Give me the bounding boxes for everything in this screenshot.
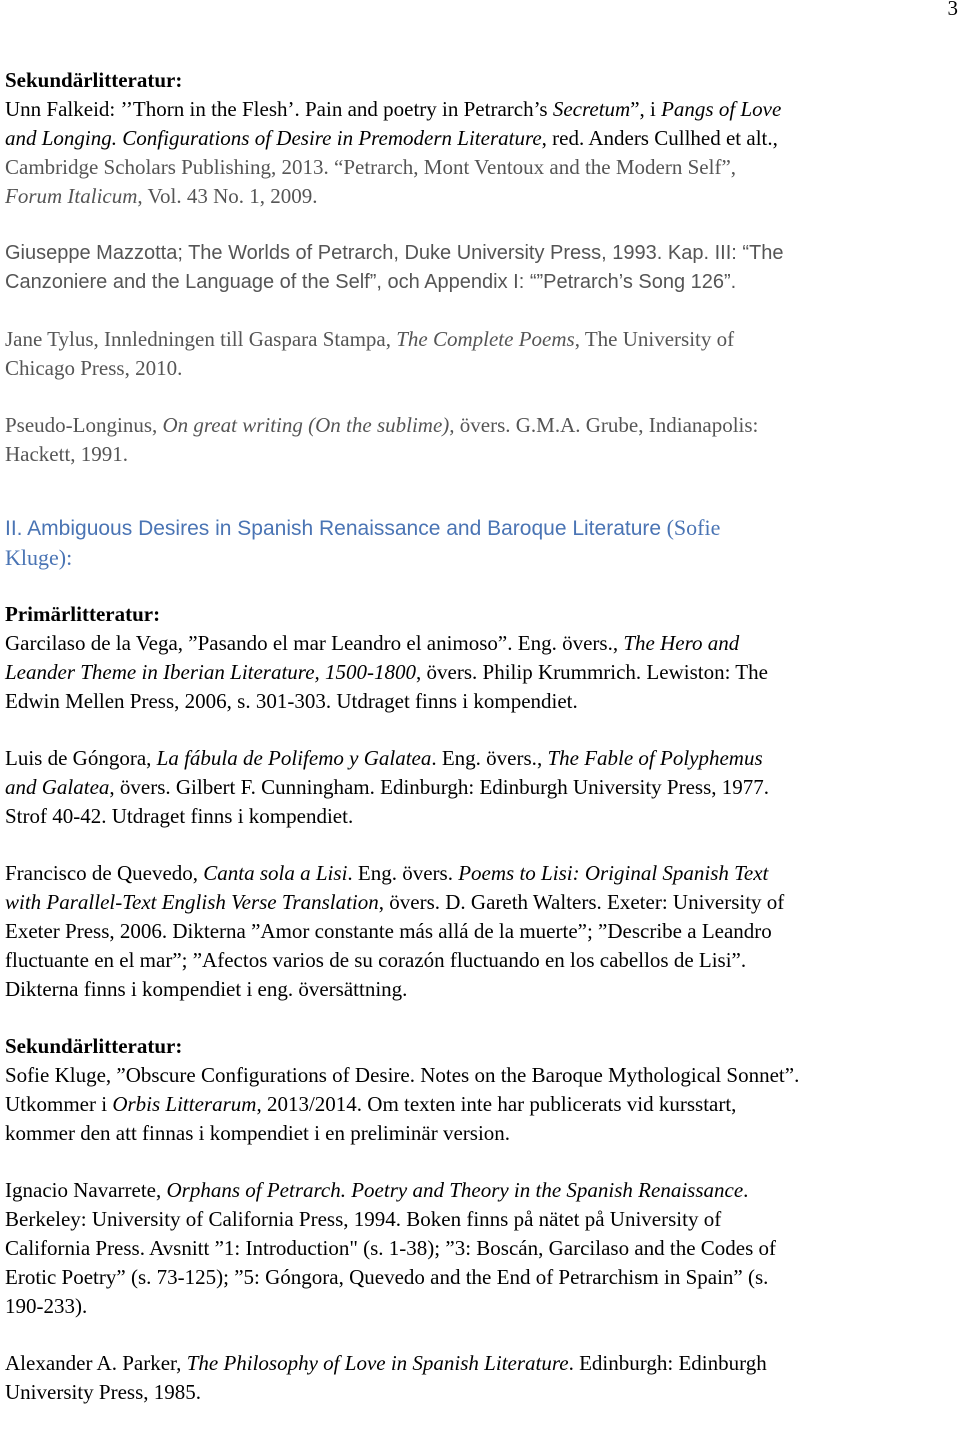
- reference-quevedo: [5, 859, 960, 1004]
- reference-line: Chicago Press, 2010.: [5, 356, 183, 380]
- reference-line: Berkeley: University of California Press, 1994. Boken finns på nätet på University of: [5, 1207, 722, 1231]
- section-title: [5, 513, 960, 572]
- page-number: 3: [947, 0, 958, 20]
- reference-line: kommer den att finnas i kompendiet i en preliminär version.: [5, 1121, 511, 1145]
- reference-line: Strof 40-42. Utdraget finns i kompendiet.: [5, 804, 354, 828]
- reference-line: Garcilaso de la Vega, ”Pasando el mar Leandro el animoso”. Eng. övers., The Hero and: [5, 631, 740, 655]
- primary-literature-heading: Primärlitteratur:: [5, 602, 161, 626]
- reference-line: University Press, 1985.: [5, 1380, 201, 1404]
- reference-line: Utkommer i Orbis Litterarum, 2013/2014. Om texten inte har publicerats vid kursstart,: [5, 1092, 737, 1116]
- reference-line: Hackett, 1991.: [5, 442, 129, 466]
- reference-line: and Longing. Configurations of Desire in Premodern Literature, red. Anders Cullhed et alt.,: [5, 126, 778, 150]
- reference-gongora: [5, 744, 960, 831]
- reference-line: Ignacio Navarrete, Orphans of Petrarch. Poetry and Theory in the Spanish Renaissance.: [5, 1178, 749, 1202]
- reference-line: Pseudo-Longinus, On great writing (On the sublime), övers. G.M.A. Grube, Indianapolis:: [5, 413, 759, 437]
- reference-line: Giuseppe Mazzotta; The Worlds of Petrarch, Duke University Press, 1993. Kap. III: “The: [5, 242, 784, 264]
- section-title-main: II. Ambiguous Desires in Spanish Renaissance and Baroque Literature: [5, 517, 662, 540]
- reference-line: Jane Tylus, Innledningen till Gaspara Stampa, The Complete Poems, The University of: [5, 327, 735, 351]
- reference-parker: [5, 1349, 960, 1407]
- reference-line: Edwin Mellen Press, 2006, s. 301-303. Utdraget finns i kompendiet.: [5, 689, 578, 713]
- reference-line: Alexander A. Parker, The Philosophy of Love in Spanish Literature. Edinburgh: Edinburgh: [5, 1351, 767, 1375]
- reference-line: Unn Falkeid: ’’Thorn in the Flesh’. Pain and poetry in Petrarch’s Secretum”, i Pangs of Love: [5, 97, 782, 121]
- reference-navarrete: [5, 1176, 960, 1321]
- reference-kluge: [5, 1061, 960, 1148]
- document-body: [5, 66, 960, 1407]
- reference-line: Cambridge Scholars Publishing, 2013. “Petrarch, Mont Ventoux and the Modern Self”,: [5, 155, 737, 179]
- reference-tylus: [5, 325, 960, 383]
- section-title-author: (Sofie: [661, 515, 721, 540]
- reference-mazzotta: [5, 239, 960, 297]
- reference-garcilaso: [5, 629, 960, 716]
- reference-line: with Parallel-Text English Verse Translation, övers. D. Gareth Walters. Exeter: University of: [5, 890, 785, 914]
- secondary-literature-heading: Sekundärlitteratur:: [5, 68, 183, 92]
- reference-line: 190-233).: [5, 1294, 88, 1318]
- secondary-literature-heading-2: Sekundärlitteratur:: [5, 1034, 183, 1058]
- reference-line: and Galatea, övers. Gilbert F. Cunningham. Edinburgh: Edinburgh University Press, 1977.: [5, 775, 769, 799]
- reference-line: Leander Theme in Iberian Literature, 1500-1800, övers. Philip Krummrich. Lewiston: The: [5, 660, 768, 684]
- reference-line: Forum Italicum, Vol. 43 No. 1, 2009.: [5, 184, 318, 208]
- reference-longinus: [5, 411, 960, 469]
- section-title-author-cont: Kluge):: [5, 545, 73, 570]
- reference-line: Luis de Góngora, La fábula de Polifemo y Galatea. Eng. övers., The Fable of Polyphemus: [5, 746, 763, 770]
- reference-line: Canzoniere and the Language of the Self”, och Appendix I: “”Petrarch’s Song 126”.: [5, 271, 737, 293]
- reference-line: Sofie Kluge, ”Obscure Configurations of Desire. Notes on the Baroque Mythological Sonnet”.: [5, 1063, 800, 1087]
- reference-line: Erotic Poetry” (s. 73-125); ”5: Góngora, Quevedo and the End of Petrarchism in Spain” (s.: [5, 1265, 769, 1289]
- reference-line: Exeter Press, 2006. Dikterna ”Amor constante más allá de la muerte”; ”Describe a Leandro: [5, 919, 772, 943]
- reference-line: fluctuante en el mar”; ”Afectos varios de su corazón fluctuando en los cabellos de Lisi”.: [5, 948, 747, 972]
- reference-line: Dikterna finns i kompendiet i eng. översättning.: [5, 977, 408, 1001]
- reference-falkeid: [5, 95, 960, 211]
- reference-line: California Press. Avsnitt ”1: Introduction" (s. 1-38); ”3: Boscán, Garcilaso and the Codes of: [5, 1236, 777, 1260]
- reference-line: Francisco de Quevedo, Canta sola a Lisi. Eng. övers. Poems to Lisi: Original Spanish Text: [5, 861, 769, 885]
